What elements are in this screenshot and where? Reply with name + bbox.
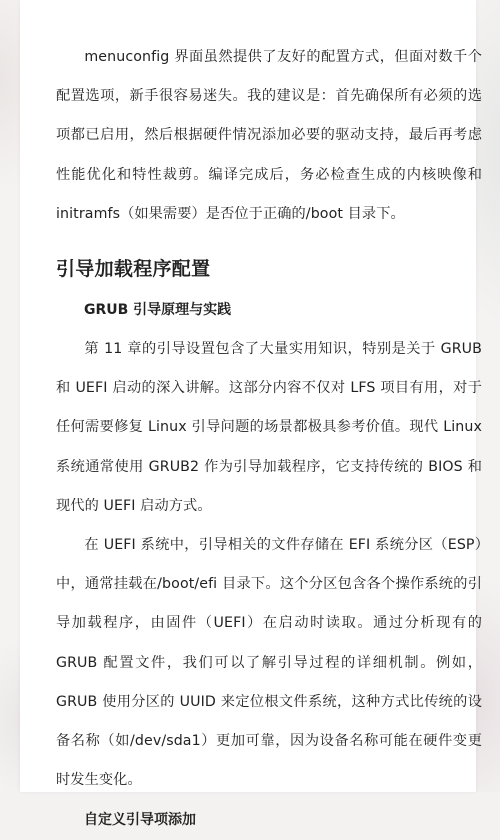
document-content xyxy=(56,38,482,840)
intro-paragraph: menuconfig 界面虽然提供了友好的配置方式，但面对数千个配置选项，新手很容易迷失。我的建议是：首先确保所有必须的选项都已启用，然后根据硬件情况添加必要的驱动支持，最后再考虑性能优化和特性裁剪。编译完成后，务必检查生成的内核映像和 initramfs（如果需要）是否位于正确的/boot 目录下。 xyxy=(56,49,482,222)
subsection-title-grub: GRUB 引导原理与实践 xyxy=(84,302,232,319)
subsection-title-custom: 自定义引导项添加 xyxy=(84,812,196,829)
document-page xyxy=(20,0,482,829)
grub-paragraph-1: 第 11 章的引导设置包含了大量实用知识，特别是关于 GRUB 和 UEFI 启动的深入讲解。这部分内容不仅对 LFS 项目有用，对于任何需要修复 Linux 引导问题的场景都极具参考价值。现代 Linux 系统通常使用 GRUB2 作为引导加载程序，它支持传统的 BIOS 和现代的 UEFI 启动方式。 xyxy=(56,341,482,514)
grub-paragraph-2: 在 UEFI 系统中，引导相关的文件存储在 EFI 系统分区（ESP）中，通常挂载在/boot/efi 目录下。这个分区包含各个操作系统的引导加载程序，由固件（UEFI）在启动时读取。通过分析现有的 GRUB 配置文件，我们可以了解引导过程的详细机制。例如，GRUB 使用分区的 UUID 来定位根文件系统，这种方式比传统的设备名称（如/dev/sda1）更加可靠，因为设备名称可能在硬件变更时发生变化。 xyxy=(56,537,482,789)
section-title: 引导加载程序配置 xyxy=(56,258,211,281)
